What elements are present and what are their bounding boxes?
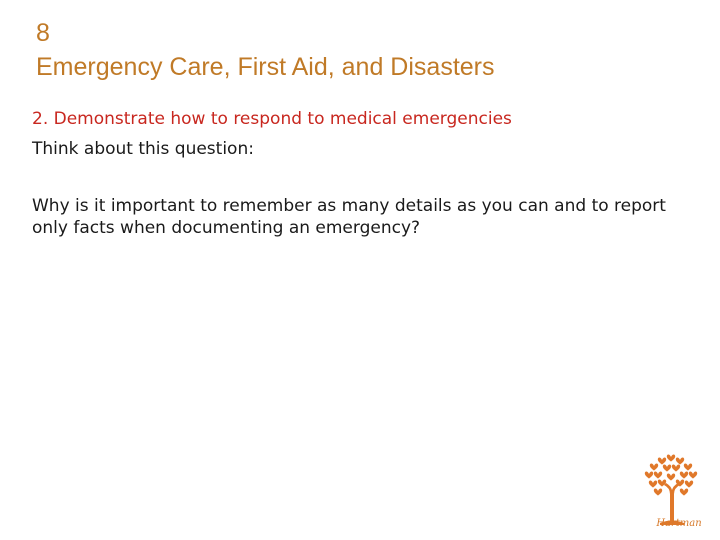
learning-objective: 2. Demonstrate how to respond to medical emergencies: [32, 109, 512, 129]
question-prompt: Think about this question:: [32, 139, 254, 159]
chapter-title: Emergency Care, First Aid, and Disasters: [36, 53, 495, 81]
chapter-heading: [36, 16, 696, 84]
logo-wordmark: Hartman: [656, 518, 702, 529]
discussion-question: Why is it important to remember as many details as you can and to report only facts when documenting an emergency?: [32, 196, 666, 238]
chapter-number: 8: [36, 19, 50, 47]
